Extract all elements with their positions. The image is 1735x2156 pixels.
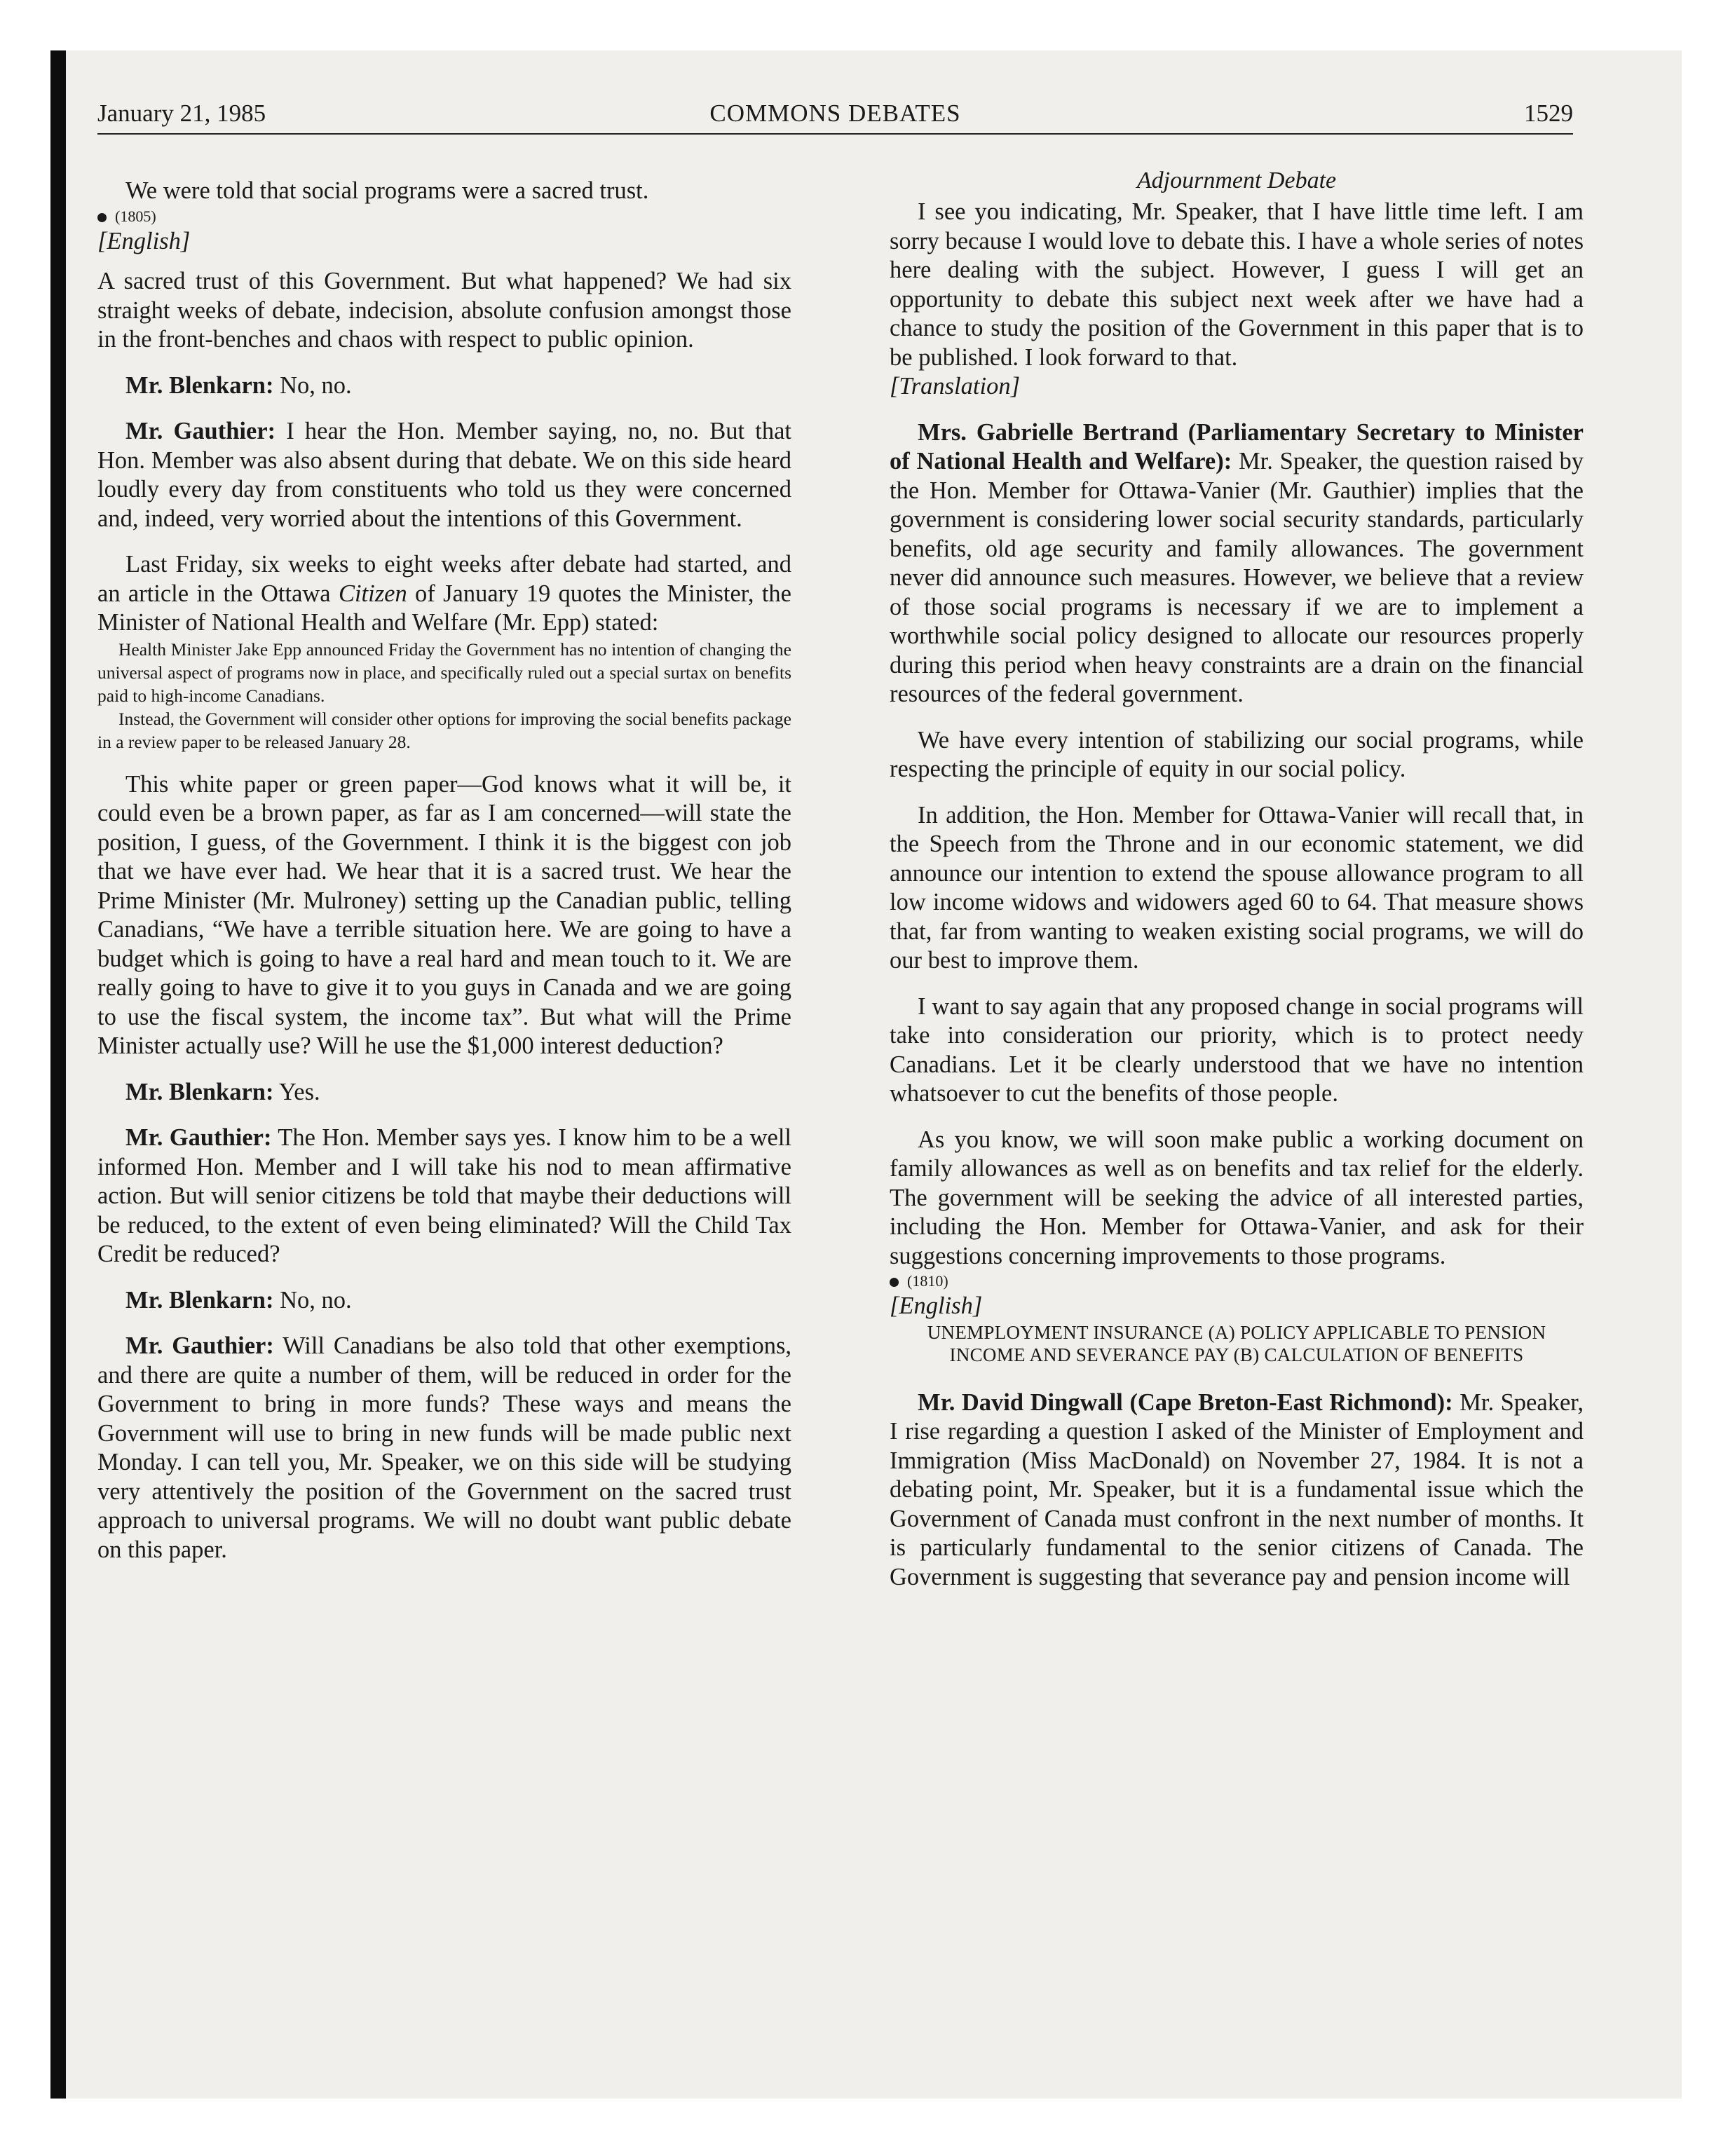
- time-marker: [97, 206, 791, 227]
- speech: [890, 418, 1584, 709]
- text-run: of January 19 quotes the Minister, the Minister of National Health and Welfare (Mr. Epp) stated:: [97, 580, 791, 636]
- speech-text: The Hon. Member says yes. I know him to be a well informed Hon. Member and I will take his nod to mean affirmative action. But will senior citizens be told that maybe their deductions will be reduced, to the extent of even being eliminated? Will the Child Tax Credit be reduced?: [97, 1124, 791, 1267]
- block-quote: Health Minister Jake Epp announced Friday the Government has no intention of changing the universal aspect of programs now in place, and specifically ruled out a special surtax on benefits paid to high-income Canadians.: [97, 639, 791, 706]
- paragraph: A sacred trust of this Government. But what happened? We had six straight weeks of debate, indecision, absolute confusion amongst those in the front-benches and chaos with respect to public opinion.: [97, 268, 791, 353]
- speech-text: I hear the Hon. Member saying, no, no. But that Hon. Member was also absent during that debate. We on this side heard loudly every day from constituents who told us they were concerned and, indeed, very worried about the intentions of this Government.: [97, 418, 791, 532]
- paragraph: This white paper or green paper—God knows what it will be, it could even be a brown paper, as far as I am concerned—will state the position, I guess, of the Government. I think it is the biggest con job that we have ever had. We hear that it is a sacred trust. We hear the Prime Minister (Mr. Mulroney) setting up the Canadian public, telling Canadians, “We have a terrible situation here. We are going to have a budget which is going to have a real hard and mean touch to it. We are really going to have to give it to you guys in Canada and we are going to use the fiscal system, the income tax”. But what will the Prime Minister actually use? Will he use the $1,000 interest deduction?: [97, 770, 791, 1059]
- block-quote: Instead, the Government will consider other options for improving the social benefits package in a review paper to be released January 28.: [97, 708, 791, 752]
- speech-text: No, no.: [273, 1286, 352, 1314]
- newspaper-name: Citizen: [338, 580, 407, 607]
- speech: [97, 1078, 791, 1107]
- speaker-name: Mr. Blenkarn:: [125, 371, 274, 399]
- text-run: Last Friday, six weeks to eight weeks after debate had started, and an article in the Ottawa: [97, 551, 791, 607]
- page-header: [97, 94, 1573, 135]
- speaker-name: Mr. Gauthier:: [125, 418, 276, 444]
- speaker-name: Mr. Blenkarn:: [125, 1078, 274, 1105]
- speech-text: Mr. Speaker, I rise regarding a question I asked of the Minister of Employment and Immigration (Miss MacDonald) on November 27, 1984. It is not a debating point, Mr. Speaker, but it is a fundamental issue which the Government of Canada must confront in the next number of months. It is particularly fundamental to the senior citizens of Canada. The Government is suggesting that severance pay and pension income will: [890, 1389, 1584, 1590]
- speech: [890, 1389, 1584, 1592]
- speech: [97, 1286, 791, 1316]
- time-stamp: (1805): [115, 207, 156, 225]
- paragraph: We have every intention of stabilizing our social programs, while respecting the principle of equity in our social policy.: [890, 726, 1584, 782]
- speaker-name: Mr. Gauthier:: [125, 1332, 274, 1359]
- paragraph: I see you indicating, Mr. Speaker, that I have little time left. I am sorry because I would love to debate this. I have a whole series of notes here dealing with the subject. However, I guess I will get an opportunity to debate this subject next week after we have had a chance to study the position of the Government in this paper that is to be published. I look forward to that.: [890, 198, 1584, 371]
- speech: [97, 1332, 791, 1564]
- section-title: Adjournment Debate: [1136, 168, 1337, 193]
- time-stamp: (1810): [907, 1272, 948, 1290]
- speaker-name: Mr. Gauthier:: [125, 1124, 272, 1151]
- header-title: COMMONS DEBATES: [709, 100, 961, 127]
- speech-text: Will Canadians be also told that other exemptions, and there are quite a number of them, will be reduced in order for the Government to bring in more funds? These ways and means the Government will use to bring in new funds will be made public next Monday. I can tell you, Mr. Speaker, we on this side will be studying very attentively the position of the Government on the sacred trust approach to universal programs. We will no doubt want public debate on this paper.: [97, 1332, 791, 1563]
- speech-text: Yes.: [273, 1078, 320, 1105]
- speech-text: Mr. Speaker, the question raised by the Hon. Member for Ottawa-Vanier (Mr. Gauthier) implies that the government is considering lower social security standards, particularly benefits, old age security and family allowances. The government never did announce such measures. However, we believe that a review of those social programs is necessary if we are to implement a worthwhile social policy designed to allocate our resources properly during this period when heavy constraints are a drain on the financial resources of the federal government.: [890, 448, 1584, 707]
- speaker-name: Mr. David Dingwall (Cape Breton-East Richmond):: [918, 1389, 1453, 1416]
- speech: [97, 371, 791, 401]
- speech-text: No, no.: [273, 371, 352, 399]
- language-label: [Translation]: [890, 373, 1020, 400]
- paragraph: I want to say again that any proposed change in social programs will take into consideration our priority, which is to protect needy Canadians. Let it be clearly understood that we have no intention whatsoever to cut the benefits of those people.: [890, 992, 1584, 1107]
- left-column: [97, 177, 791, 1564]
- bullet-icon: [97, 213, 107, 222]
- right-column: [890, 198, 1584, 1592]
- section-heading: UNEMPLOYMENT INSURANCE (A) POLICY APPLICABLE TO PENSION INCOME AND SEVERANCE PAY (B) CALCULATION OF BENEFITS: [927, 1321, 1546, 1365]
- speech: [97, 1124, 791, 1269]
- paragraph: As you know, we will soon make public a working document on family allowances as well as on benefits and tax relief for the elderly. The government will be seeking the advice of all interested parties, including the Hon. Member for Ottawa-Vanier, and ask for their suggestions concerning improvements to those programs.: [890, 1126, 1584, 1269]
- header-date: January 21, 1985: [97, 100, 266, 127]
- paragraph: We were told that social programs were a sacred trust.: [125, 177, 649, 204]
- time-marker: [890, 1271, 1584, 1292]
- bullet-icon: [890, 1278, 899, 1287]
- paragraph: In addition, the Hon. Member for Ottawa-Vanier will recall that, in the Speech from the Throne and in our economic statement, we did announce our intention to extend the spouse allowance program to all low income widows and widowers aged 60 to 64. That measure shows that, far from wanting to weaken existing social programs, we will do our best to improve them.: [890, 801, 1584, 974]
- paragraph: [97, 550, 791, 638]
- speaker-name: Mrs. Gabrielle Bertrand (Parliamentary Secretary to Minister of National Health and Welfare):: [890, 418, 1584, 475]
- language-label: [English]: [97, 227, 191, 254]
- scan-edge: [50, 50, 66, 2099]
- header-page-number: 1529: [1524, 100, 1573, 127]
- language-label: [English]: [890, 1292, 983, 1319]
- speech: [97, 417, 791, 533]
- speaker-name: Mr. Blenkarn:: [125, 1286, 274, 1314]
